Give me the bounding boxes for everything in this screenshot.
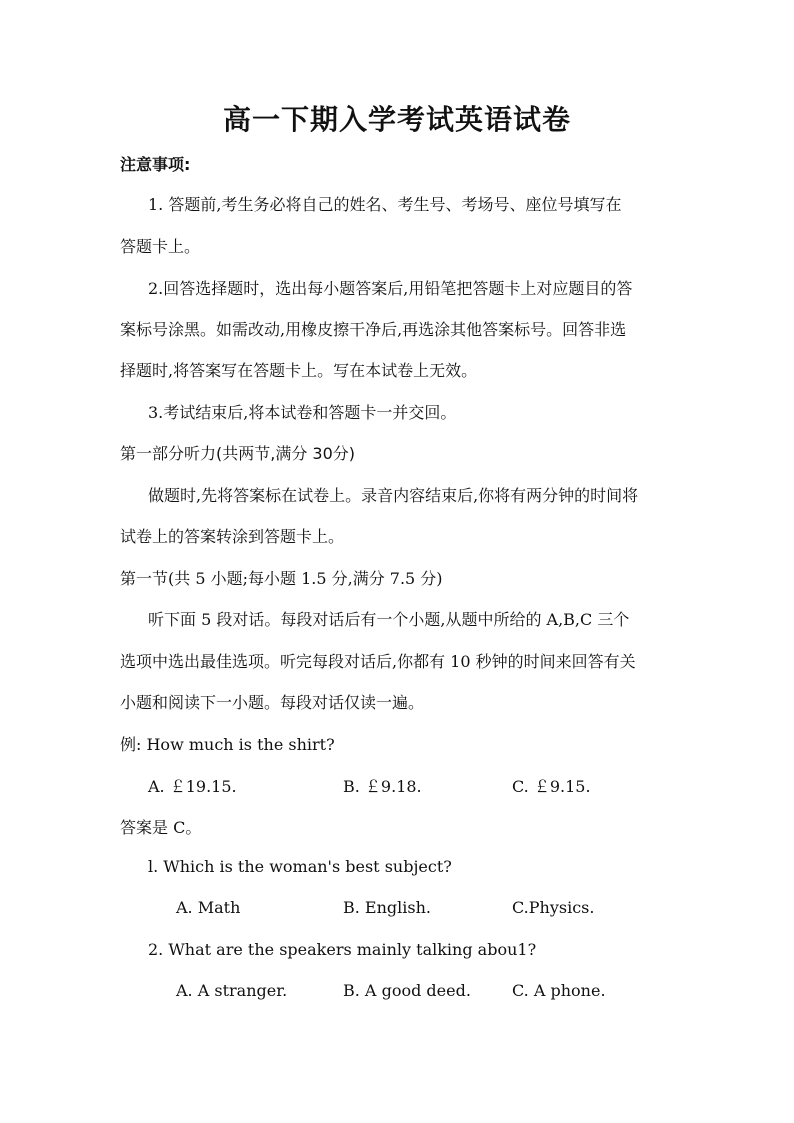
question-1-option-a: A. Math [176, 898, 241, 917]
instruction-line: 答题卡上。 [120, 237, 201, 256]
question-1-option-c: C.Physics. [512, 898, 595, 917]
example-option-c: C. ￡9.15. [512, 777, 591, 796]
part1-desc-line: 做题时,先将答案标在试卷上。录音内容结束后,你将有两分钟的时间将 [148, 486, 639, 505]
question-2-text: 2. What are the speakers mainly talking abou1? [148, 940, 537, 959]
section1-heading: 第一节(共 5 小题;每小题 1.5 分,满分 7.5 分) [120, 569, 443, 588]
part1-desc-line: 试卷上的答案转涂到答题卡上。 [120, 527, 345, 546]
instruction-line: 案标号涂黑。如需改动,用橡皮擦干净后,再选涂其他答案标号。回答非选 [120, 320, 627, 339]
instruction-line: 2.回答选择题时，选出每小题答案后,用铅笔把答题卡上对应题目的答 [148, 279, 633, 298]
part1-heading: 第一部分听力(共两节,满分 30分) [120, 444, 356, 463]
section1-desc-line: 小题和阅读下一小题。每段对话仅读一遍。 [120, 693, 425, 712]
page-title: 高一下期入学考试英语试卷 [222, 103, 571, 136]
example-question: 例: How much is the shirt? [120, 735, 335, 754]
question-2-option-c: C. A phone. [512, 981, 606, 1000]
section1-desc-line: 选项中选出最佳选项。听完每段对话后,你都有 10 秒钟的时间来回答有关 [120, 652, 636, 671]
instruction-line: 择题时,将答案写在答题卡上。写在本试卷上无效。 [120, 361, 478, 380]
question-2-option-a: A. A stranger. [176, 981, 288, 1000]
question-2-option-b: B. A good deed. [343, 981, 471, 1000]
instruction-line: 3.考试结束后,将本试卷和答题卡一并交回。 [148, 403, 457, 422]
notice-heading: 注意事项: [120, 155, 191, 174]
example-option-b: B. ￡9.18. [343, 777, 422, 796]
question-1-option-b: B. English. [343, 898, 431, 917]
example-answer: 答案是 C。 [120, 818, 202, 837]
section1-desc-line: 听下面 5 段对话。每段对话后有一个小题,从题中所给的 A,B,C 三个 [148, 610, 630, 629]
example-option-a: A. ￡19.15. [148, 777, 237, 796]
instruction-line: 1. 答题前,考生务必将自己的姓名、考生号、考场号、座位号填写在 [148, 195, 622, 214]
question-1-text: l. Which is the woman's best subject? [148, 857, 452, 876]
